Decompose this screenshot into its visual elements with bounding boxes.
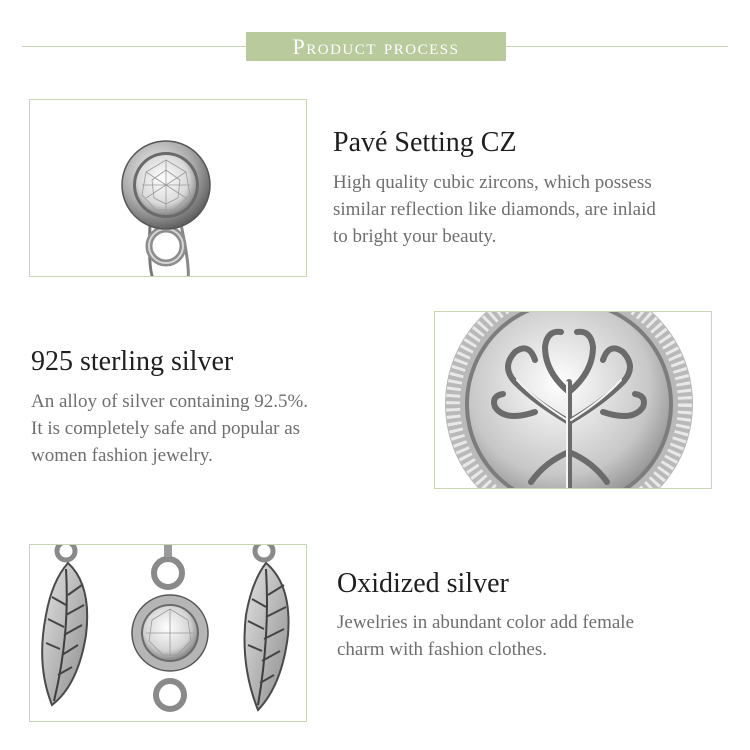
sterling-silver-photo <box>434 311 712 489</box>
leaf-dangle-charms-icon <box>30 545 306 721</box>
description-line: High quality cubic zircons, which possess <box>333 172 652 193</box>
bezel-set-stone-icon <box>30 100 306 276</box>
header-divider-left <box>22 46 247 47</box>
description-line: women fashion jewelry. <box>31 445 213 466</box>
description-line: similar reflection like diamonds, are inlaid <box>333 199 656 220</box>
feature-description-sterling-silver <box>31 388 411 469</box>
feature-description-oxidized-silver <box>337 609 737 663</box>
description-line: to bright your beauty. <box>333 226 497 247</box>
feature-title-pave-setting: Pavé Setting CZ <box>333 127 517 158</box>
description-line: Jewelries in abundant color add female <box>337 612 635 633</box>
header-divider-right <box>506 46 728 47</box>
feature-title-oxidized-silver: Oxidized silver <box>337 568 509 599</box>
description-line: An alloy of silver containing 92.5%. <box>31 391 309 412</box>
description-line: It is completely safe and popular as <box>31 418 301 439</box>
pave-setting-photo <box>29 99 307 277</box>
description-line: charm with fashion clothes. <box>337 639 548 660</box>
feature-description-pave-setting <box>333 169 733 250</box>
oxidized-silver-photo <box>29 544 307 722</box>
feature-title-sterling-silver: 925 sterling silver <box>31 346 234 377</box>
section-title-banner: Product process <box>246 32 506 61</box>
tree-of-life-pendant-icon <box>435 312 711 488</box>
